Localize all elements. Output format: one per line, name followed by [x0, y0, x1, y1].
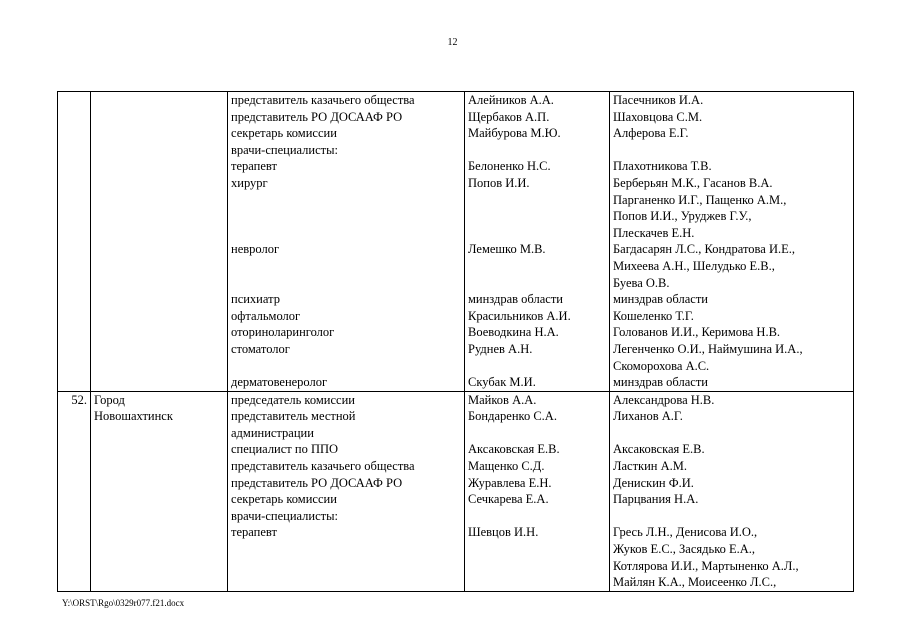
reserve-line: Кошеленко Т.Г. — [613, 308, 694, 323]
member-line: Журавлева Е.Н. — [468, 475, 552, 490]
row-number — [61, 92, 87, 109]
position-line: дерматовенеролог — [231, 375, 328, 390]
reserve-line — [613, 142, 850, 159]
member-line — [468, 541, 606, 558]
reserve-line: Багдасарян Л.С., Кондратова И.Е., — [613, 242, 796, 257]
reserve-line: Парцвания Н.А. — [613, 492, 699, 507]
position-line: терапевт — [231, 525, 277, 540]
member-line — [468, 558, 606, 575]
member-line — [468, 225, 606, 242]
position-line — [231, 258, 461, 275]
position-line: председатель комиссии — [231, 392, 355, 407]
table-row — [58, 391, 854, 591]
member-line: Алейников А.А. — [468, 93, 554, 107]
reserve-line: Денискин Ф.И. — [613, 475, 694, 490]
position-line: представитель РО ДОСААФ РО — [231, 109, 403, 124]
position-line — [231, 208, 461, 225]
position-line: психиатр — [231, 292, 280, 307]
position-line: представитель РО ДОСААФ РО — [231, 475, 403, 490]
position-line: офтальмолог — [231, 308, 301, 323]
reserve-line: Михеева А.Н., Шелудько Е.В., — [613, 258, 775, 273]
member-line: Попов И.И. — [468, 175, 530, 190]
position-line: терапевт — [231, 159, 277, 174]
position-line: представитель местной — [231, 409, 356, 424]
reserve-line: Буева О.В. — [613, 275, 670, 290]
member-line: Аксаковская Е.В. — [468, 442, 560, 457]
position-line — [231, 558, 461, 575]
member-line: Шевцов И.Н. — [468, 525, 539, 540]
member-line — [468, 142, 606, 159]
member-line — [468, 425, 606, 442]
member-line — [468, 275, 606, 292]
reserve-line: Аксаковская Е.В. — [613, 442, 705, 457]
reserve-line: Лиханов А.Г. — [613, 409, 683, 424]
position-line: администрации — [231, 425, 314, 440]
commission-table — [57, 91, 854, 592]
reserve-line: Плахотникова Т.В. — [613, 159, 712, 174]
position-line: врачи-специалисты: — [231, 508, 338, 523]
reserve-cell — [610, 391, 854, 591]
reserve-line — [613, 508, 850, 525]
place-line: Новошахтинск — [94, 409, 173, 424]
position-line: хирург — [231, 175, 268, 190]
footer-file-path: Y:\ORST\Rgo\0329r077.f21.docx — [62, 598, 185, 608]
member-line — [468, 192, 606, 209]
row-number-cell — [58, 391, 91, 591]
reserve-line: Котлярова И.И., Мартыненко А.Л., — [613, 558, 799, 573]
member-line: минздрав области — [468, 292, 563, 307]
position-line: невролог — [231, 242, 280, 257]
reserve-cell — [610, 92, 854, 392]
page-number: 12 — [447, 37, 458, 48]
position-line: оториноларинголог — [231, 325, 335, 340]
member-line: Щербаков А.П. — [468, 109, 550, 124]
position-line — [231, 225, 461, 242]
place-cell — [91, 92, 228, 392]
member-line: Воеводкина Н.А. — [468, 325, 559, 340]
positions-cell — [228, 391, 465, 591]
place-line: Город — [94, 392, 125, 407]
reserve-line: Шаховцова С.М. — [613, 109, 703, 124]
row-number: 52. — [71, 392, 87, 407]
reserve-line: Парганенко И.Г., Пащенко А.М., — [613, 192, 787, 207]
positions-cell — [228, 92, 465, 392]
member-line: Красильников А.И. — [468, 308, 571, 323]
position-line: стоматолог — [231, 341, 290, 356]
reserve-line: Скоморохова А.С. — [613, 358, 710, 373]
reserve-line: Плескачев Е.Н. — [613, 225, 695, 240]
reserve-line: Берберьян М.К., Гасанов В.А. — [613, 175, 773, 190]
member-line: Скубак М.И. — [468, 375, 536, 390]
reserve-line: Александрова Н.В. — [613, 392, 715, 407]
position-line — [231, 358, 461, 375]
position-line: представитель казачьего общества — [231, 459, 415, 474]
member-line: Майбурова М.Ю. — [468, 126, 561, 141]
member-line — [468, 208, 606, 225]
table-row — [58, 92, 854, 392]
position-line: специалист по ППО — [231, 442, 339, 457]
member-line: Сечкарева Е.А. — [468, 492, 549, 507]
reserve-line: Майлян К.А., Моисеенко Л.С., — [613, 575, 777, 590]
reserve-line: Пасечников И.А. — [613, 93, 704, 107]
members-cell — [465, 92, 610, 392]
reserve-line: минздрав области — [613, 375, 708, 390]
reserve-line: минздрав области — [613, 292, 708, 307]
position-line: врачи-специалисты: — [231, 142, 338, 157]
reserve-line: Ласткин А.М. — [613, 459, 688, 474]
reserve-line: Попов И.И., Уруджев Г.У., — [613, 209, 752, 224]
member-line — [468, 358, 606, 375]
reserve-line: Гресь Л.Н., Денисова И.О., — [613, 525, 758, 540]
position-line — [231, 541, 461, 558]
position-line — [231, 275, 461, 292]
reserve-line: Голованов И.И., Керимова Н.В. — [613, 325, 781, 340]
member-line: Мащенко С.Д. — [468, 459, 545, 474]
member-line — [468, 508, 606, 525]
member-line: Майков А.А. — [468, 392, 537, 407]
members-cell — [465, 391, 610, 591]
position-line: представитель казачьего общества — [231, 93, 415, 107]
place-cell — [91, 391, 228, 591]
row-number-cell — [58, 92, 91, 392]
position-line: секретарь комиссии — [231, 492, 337, 507]
reserve-line — [613, 425, 850, 442]
reserve-line: Алферова Е.Г. — [613, 126, 689, 141]
member-line — [468, 258, 606, 275]
position-line — [231, 192, 461, 209]
member-line — [468, 574, 606, 591]
position-line — [231, 574, 461, 591]
member-line: Руднев А.Н. — [468, 341, 533, 356]
member-line: Бондаренко С.А. — [468, 409, 557, 424]
reserve-line: Жуков Е.С., Засядько Е.А., — [613, 542, 756, 557]
position-line: секретарь комиссии — [231, 126, 337, 141]
member-line: Лемешко М.В. — [468, 242, 546, 257]
reserve-line: Легенченко О.И., Наймушина И.А., — [613, 341, 803, 356]
member-line: Белоненко Н.С. — [468, 159, 551, 174]
